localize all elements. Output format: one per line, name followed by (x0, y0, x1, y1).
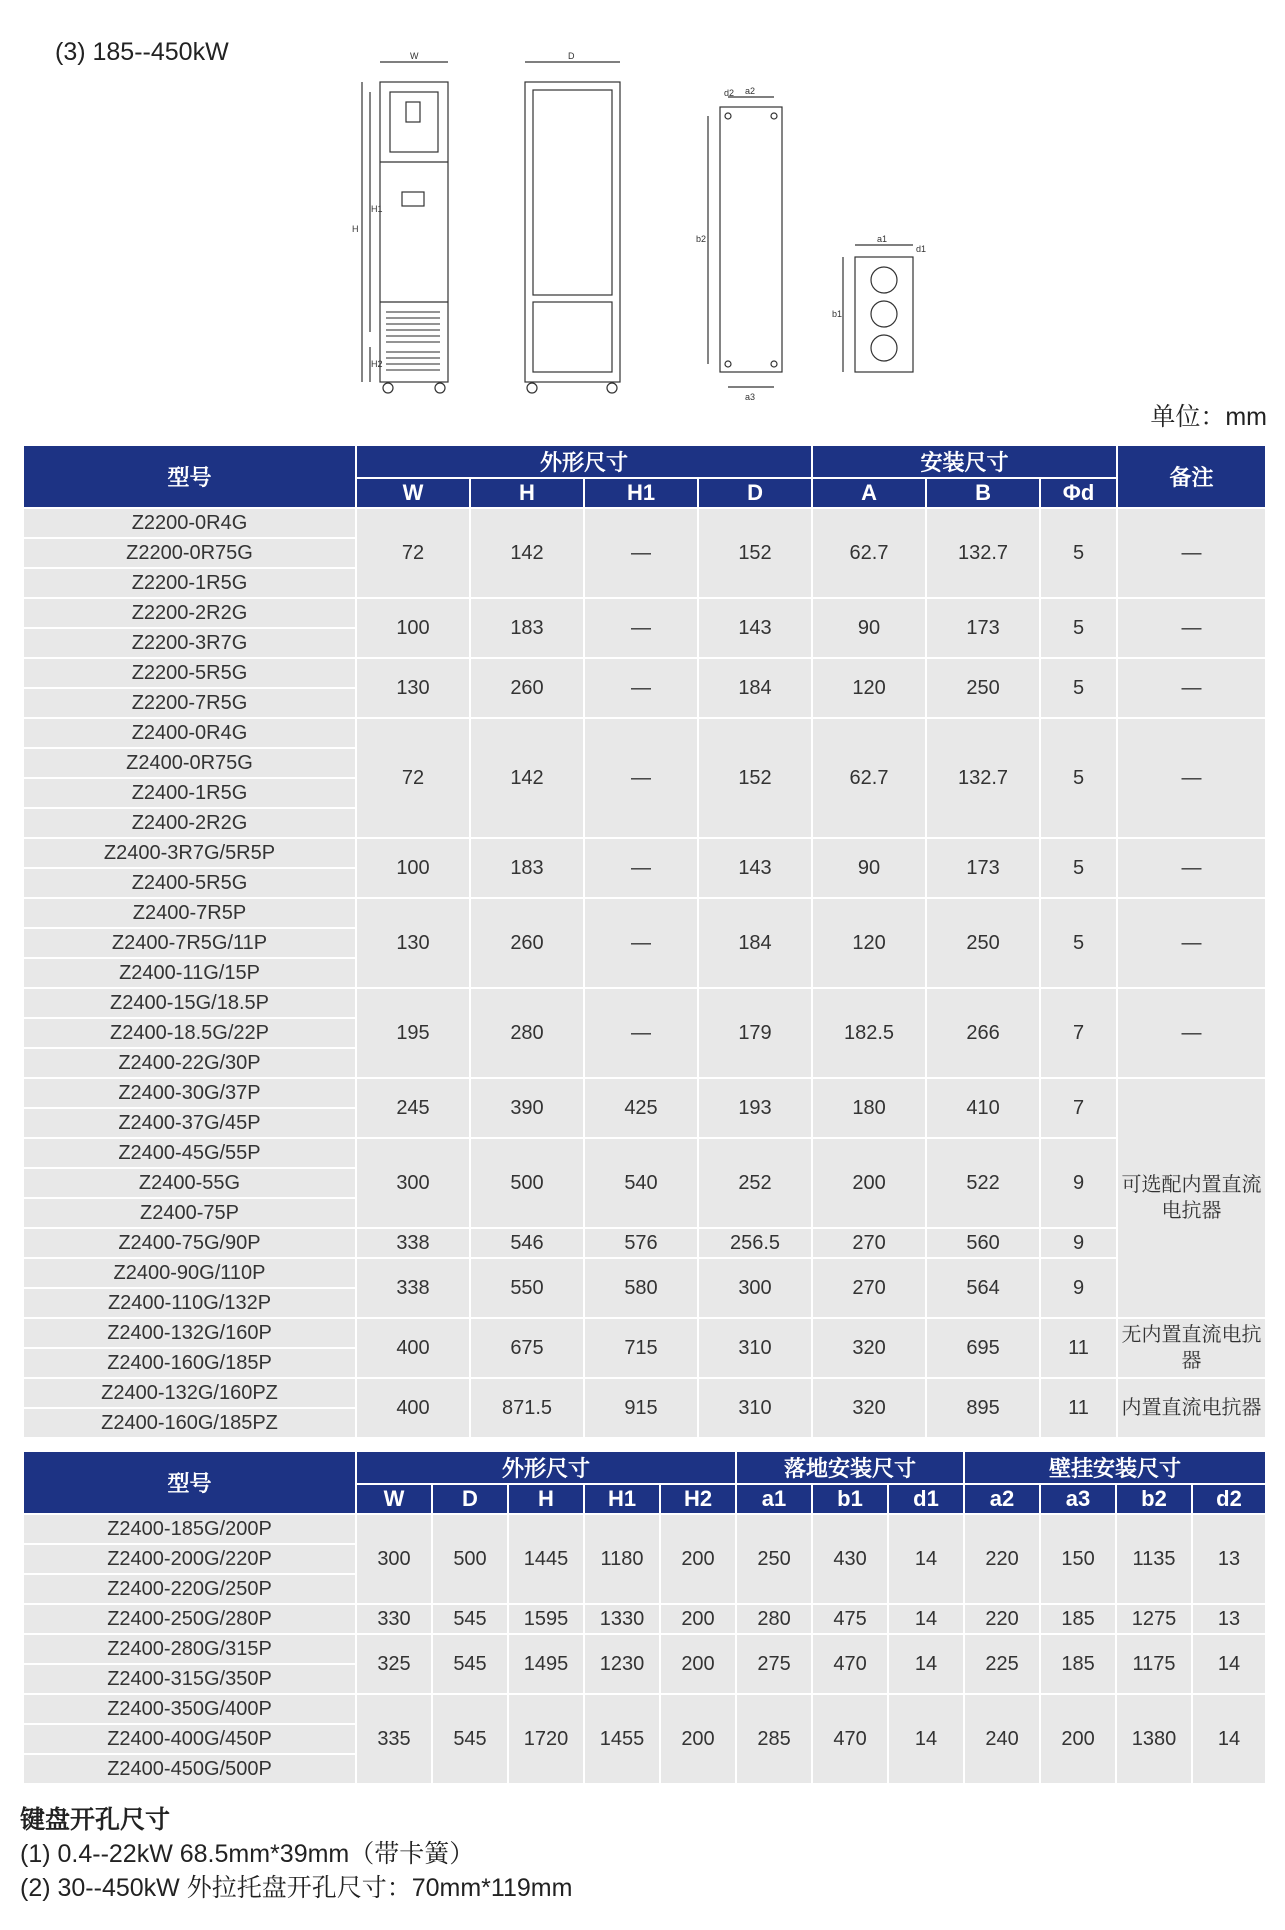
value-cell: 13 (1192, 1604, 1266, 1634)
model-cell: Z2400-185G/200P (23, 1514, 356, 1544)
model-cell: Z2200-7R5G (23, 688, 356, 718)
value-cell: 430 (812, 1514, 888, 1604)
column-header: A (812, 478, 926, 508)
value-cell: — (584, 988, 698, 1078)
value-cell: 280 (736, 1604, 812, 1634)
table-row (23, 1604, 1266, 1634)
table-row (23, 598, 1266, 628)
model-cell: Z2400-22G/30P (23, 1048, 356, 1078)
value-cell: 1380 (1116, 1694, 1192, 1784)
value-cell: 5 (1040, 658, 1117, 718)
table-row (23, 988, 1266, 1018)
table-row (23, 1078, 1266, 1108)
model-cell: Z2400-450G/500P (23, 1754, 356, 1784)
column-header: H (508, 1484, 584, 1514)
remark-cell: 内置直流电抗器 (1117, 1378, 1266, 1438)
value-cell: 9 (1040, 1258, 1117, 1318)
model-cell: Z2400-280G/315P (23, 1634, 356, 1664)
remark-cell: — (1117, 718, 1266, 838)
value-cell: 1230 (584, 1634, 660, 1694)
value-cell: 132.7 (926, 508, 1040, 598)
column-header: H2 (660, 1484, 736, 1514)
remark-cell: — (1117, 658, 1266, 718)
value-cell: 200 (660, 1604, 736, 1634)
header-model: 型号 (23, 1451, 356, 1514)
value-cell: 193 (698, 1078, 812, 1138)
dimension-drawings (340, 52, 1000, 427)
value-cell: 14 (1192, 1694, 1266, 1784)
label-d: D (568, 52, 575, 61)
value-cell: 1445 (508, 1514, 584, 1604)
value-cell: 5 (1040, 838, 1117, 898)
model-cell: Z2400-5R5G (23, 868, 356, 898)
column-header: b1 (812, 1484, 888, 1514)
value-cell: 1495 (508, 1634, 584, 1694)
value-cell: 695 (926, 1318, 1040, 1378)
value-cell: 915 (584, 1378, 698, 1438)
model-cell: Z2200-3R7G (23, 628, 356, 658)
value-cell: 1330 (584, 1604, 660, 1634)
model-cell: Z2400-11G/15P (23, 958, 356, 988)
value-cell: 72 (356, 718, 470, 838)
table-row (23, 1378, 1266, 1408)
value-cell: 14 (888, 1514, 964, 1604)
value-cell: 184 (698, 658, 812, 718)
value-cell: 425 (584, 1078, 698, 1138)
remark-cell: — (1117, 838, 1266, 898)
value-cell: 475 (812, 1604, 888, 1634)
value-cell: 182.5 (812, 988, 926, 1078)
value-cell: — (584, 898, 698, 988)
value-cell: 14 (888, 1604, 964, 1634)
column-header: a3 (1040, 1484, 1116, 1514)
top-view-drawing (843, 245, 913, 372)
value-cell: 7 (1040, 1078, 1117, 1138)
value-cell: 285 (736, 1694, 812, 1784)
value-cell: 1455 (584, 1694, 660, 1784)
value-cell: 152 (698, 508, 812, 598)
value-cell: 895 (926, 1378, 1040, 1438)
model-cell: Z2400-30G/37P (23, 1078, 356, 1108)
column-header: W (356, 478, 470, 508)
value-cell: 250 (926, 658, 1040, 718)
value-cell: 400 (356, 1318, 470, 1378)
value-cell: 338 (356, 1258, 470, 1318)
value-cell: — (584, 508, 698, 598)
model-cell: Z2400-7R5G/11P (23, 928, 356, 958)
model-cell: Z2400-37G/45P (23, 1108, 356, 1138)
value-cell: 5 (1040, 508, 1117, 598)
notes-title: 键盘开孔尺寸 (20, 1806, 171, 1834)
model-cell: Z2400-18.5G/22P (23, 1018, 356, 1048)
value-cell: 545 (432, 1694, 508, 1784)
value-cell: 470 (812, 1634, 888, 1694)
mounting-view-drawing (708, 97, 782, 387)
value-cell: 90 (812, 598, 926, 658)
header-model: 型号 (23, 445, 356, 508)
model-cell: Z2400-7R5P (23, 898, 356, 928)
value-cell: — (584, 838, 698, 898)
value-cell: 225 (964, 1634, 1040, 1694)
label-a2: a2 (745, 86, 756, 96)
value-cell: 14 (1192, 1634, 1266, 1694)
value-cell: 142 (470, 718, 584, 838)
value-cell: 183 (470, 838, 584, 898)
model-cell: Z2400-75P (23, 1198, 356, 1228)
value-cell: 250 (926, 898, 1040, 988)
table-row (23, 718, 1266, 748)
header-wall-install: 壁挂安装尺寸 (964, 1451, 1266, 1484)
header-floor-install: 落地安装尺寸 (736, 1451, 964, 1484)
remark-cell: — (1117, 988, 1266, 1078)
value-cell: 240 (964, 1694, 1040, 1784)
model-cell: Z2200-1R5G (23, 568, 356, 598)
label-h1: H1 (371, 204, 383, 214)
table-row (23, 658, 1266, 688)
notes-line-2: (2) 30--450kW 外拉托盘开孔尺寸：70mm*119mm (20, 1874, 573, 1902)
value-cell: 9 (1040, 1138, 1117, 1228)
value-cell: 5 (1040, 898, 1117, 988)
value-cell: 100 (356, 598, 470, 658)
label-h: H (352, 224, 359, 234)
value-cell: 550 (470, 1258, 584, 1318)
remark-cell: 无内置直流电抗器 (1117, 1318, 1266, 1378)
value-cell: 132.7 (926, 718, 1040, 838)
model-cell: Z2400-132G/160PZ (23, 1378, 356, 1408)
model-cell: Z2200-2R2G (23, 598, 356, 628)
model-cell: Z2400-55G (23, 1168, 356, 1198)
model-cell: Z2400-0R4G (23, 718, 356, 748)
value-cell: 62.7 (812, 718, 926, 838)
value-cell: 143 (698, 838, 812, 898)
model-cell: Z2400-132G/160P (23, 1318, 356, 1348)
remark-cell: — (1117, 508, 1266, 598)
value-cell: 14 (888, 1694, 964, 1784)
value-cell: 72 (356, 508, 470, 598)
value-cell: 1275 (1116, 1604, 1192, 1634)
column-header: d2 (1192, 1484, 1266, 1514)
column-header: d1 (888, 1484, 964, 1514)
value-cell: 1595 (508, 1604, 584, 1634)
value-cell: 1180 (584, 1514, 660, 1604)
dimension-table-small (22, 444, 1267, 1439)
value-cell: 185 (1040, 1634, 1116, 1694)
value-cell: 130 (356, 658, 470, 718)
column-header: W (356, 1484, 432, 1514)
value-cell: 675 (470, 1318, 584, 1378)
column-header: H1 (584, 478, 698, 508)
value-cell: 252 (698, 1138, 812, 1228)
value-cell: 179 (698, 988, 812, 1078)
table-row (23, 838, 1266, 868)
column-header: a2 (964, 1484, 1040, 1514)
value-cell: 5 (1040, 718, 1117, 838)
value-cell: 270 (812, 1228, 926, 1258)
value-cell: 576 (584, 1228, 698, 1258)
label-a1: a1 (877, 234, 888, 244)
label-d1: d1 (916, 244, 927, 254)
value-cell: 335 (356, 1694, 432, 1784)
value-cell: 580 (584, 1258, 698, 1318)
column-header: a1 (736, 1484, 812, 1514)
model-cell: Z2400-0R75G (23, 748, 356, 778)
value-cell: 200 (660, 1634, 736, 1694)
value-cell: 120 (812, 658, 926, 718)
table-row (23, 1634, 1266, 1664)
value-cell: 220 (964, 1514, 1040, 1604)
value-cell: 13 (1192, 1514, 1266, 1604)
value-cell: 410 (926, 1078, 1040, 1138)
value-cell: 200 (1040, 1694, 1116, 1784)
remark-cell: — (1117, 598, 1266, 658)
value-cell: 185 (1040, 1604, 1116, 1634)
value-cell: 100 (356, 838, 470, 898)
table-row (23, 1258, 1266, 1288)
column-header: H (470, 478, 584, 508)
value-cell: 715 (584, 1318, 698, 1378)
value-cell: 280 (470, 988, 584, 1078)
label-d2: d2 (724, 88, 735, 98)
column-header: B (926, 478, 1040, 508)
value-cell: 320 (812, 1378, 926, 1438)
value-cell: 522 (926, 1138, 1040, 1228)
column-header: D (432, 1484, 508, 1514)
column-header: D (698, 478, 812, 508)
side-view-drawing (525, 62, 620, 393)
label-a3: a3 (745, 392, 756, 402)
value-cell: 300 (356, 1138, 470, 1228)
model-cell: Z2400-15G/18.5P (23, 988, 356, 1018)
header-remark: 备注 (1117, 445, 1266, 508)
model-cell: Z2400-75G/90P (23, 1228, 356, 1258)
value-cell: 470 (812, 1694, 888, 1784)
front-view-drawing (362, 62, 448, 393)
value-cell: 330 (356, 1604, 432, 1634)
label-w: W (410, 52, 419, 61)
label-b1: b1 (832, 309, 843, 319)
unit-label: 单位：mm (1150, 403, 1267, 431)
header-outer-dimensions: 外形尺寸 (356, 1451, 736, 1484)
value-cell: 250 (736, 1514, 812, 1604)
model-cell: Z2400-200G/220P (23, 1544, 356, 1574)
value-cell: — (584, 658, 698, 718)
value-cell: 260 (470, 658, 584, 718)
value-cell: 400 (356, 1378, 470, 1438)
value-cell: 390 (470, 1078, 584, 1138)
label-b2: b2 (696, 234, 707, 244)
value-cell: — (584, 598, 698, 658)
model-cell: Z2400-3R7G/5R5P (23, 838, 356, 868)
value-cell: 11 (1040, 1378, 1117, 1438)
value-cell: 560 (926, 1228, 1040, 1258)
model-cell: Z2200-0R75G (23, 538, 356, 568)
model-cell: Z2400-315G/350P (23, 1664, 356, 1694)
value-cell: 310 (698, 1378, 812, 1438)
value-cell: 9 (1040, 1228, 1117, 1258)
model-cell: Z2400-2R2G (23, 808, 356, 838)
column-header: Φd (1040, 478, 1117, 508)
value-cell: 245 (356, 1078, 470, 1138)
value-cell: 200 (660, 1514, 736, 1604)
model-cell: Z2400-350G/400P (23, 1694, 356, 1724)
value-cell: 180 (812, 1078, 926, 1138)
value-cell: 300 (356, 1514, 432, 1604)
value-cell: 90 (812, 838, 926, 898)
value-cell: 260 (470, 898, 584, 988)
value-cell: 338 (356, 1228, 470, 1258)
remark-cell: 可选配内置直流电抗器 (1117, 1078, 1266, 1318)
value-cell: 220 (964, 1604, 1040, 1634)
model-cell: Z2400-220G/250P (23, 1574, 356, 1604)
value-cell: 120 (812, 898, 926, 988)
value-cell: 500 (432, 1514, 508, 1604)
value-cell: 195 (356, 988, 470, 1078)
value-cell: 142 (470, 508, 584, 598)
notes-line-1: (1) 0.4--22kW 68.5mm*39mm（带卡簧） (20, 1840, 475, 1868)
value-cell: 500 (470, 1138, 584, 1228)
remark-cell: — (1117, 898, 1266, 988)
value-cell: 1175 (1116, 1634, 1192, 1694)
value-cell: 11 (1040, 1318, 1117, 1378)
model-cell: Z2400-160G/185P (23, 1348, 356, 1378)
value-cell: 173 (926, 838, 1040, 898)
value-cell: 545 (432, 1634, 508, 1694)
table-row (23, 1514, 1266, 1544)
dimension-table-large (22, 1450, 1267, 1785)
table-row (23, 1694, 1266, 1724)
value-cell: 62.7 (812, 508, 926, 598)
value-cell: 545 (432, 1604, 508, 1634)
table-row (23, 508, 1266, 538)
model-cell: Z2200-0R4G (23, 508, 356, 538)
value-cell: 540 (584, 1138, 698, 1228)
label-h2: H2 (371, 359, 383, 369)
model-cell: Z2400-160G/185PZ (23, 1408, 356, 1438)
table-row (23, 1138, 1266, 1168)
value-cell: 152 (698, 718, 812, 838)
value-cell: 320 (812, 1318, 926, 1378)
value-cell: 1135 (1116, 1514, 1192, 1604)
model-cell: Z2400-1R5G (23, 778, 356, 808)
column-header: H1 (584, 1484, 660, 1514)
value-cell: 546 (470, 1228, 584, 1258)
value-cell: 130 (356, 898, 470, 988)
value-cell: 183 (470, 598, 584, 658)
table-row (23, 1228, 1266, 1258)
value-cell: 564 (926, 1258, 1040, 1318)
value-cell: 266 (926, 988, 1040, 1078)
header-outer-dimensions: 外形尺寸 (356, 445, 812, 478)
table-row (23, 898, 1266, 928)
value-cell: 184 (698, 898, 812, 988)
model-cell: Z2200-5R5G (23, 658, 356, 688)
model-cell: Z2400-250G/280P (23, 1604, 356, 1634)
value-cell: 7 (1040, 988, 1117, 1078)
value-cell: 143 (698, 598, 812, 658)
value-cell: 5 (1040, 598, 1117, 658)
value-cell: 14 (888, 1634, 964, 1694)
value-cell: 871.5 (470, 1378, 584, 1438)
value-cell: 275 (736, 1634, 812, 1694)
value-cell: 310 (698, 1318, 812, 1378)
value-cell: 150 (1040, 1514, 1116, 1604)
value-cell: 256.5 (698, 1228, 812, 1258)
value-cell: 200 (660, 1694, 736, 1784)
section-title: (3) 185--450kW (55, 38, 229, 66)
model-cell: Z2400-400G/450P (23, 1724, 356, 1754)
value-cell: 173 (926, 598, 1040, 658)
value-cell: 1720 (508, 1694, 584, 1784)
model-cell: Z2400-110G/132P (23, 1288, 356, 1318)
value-cell: 325 (356, 1634, 432, 1694)
value-cell: 270 (812, 1258, 926, 1318)
value-cell: 300 (698, 1258, 812, 1318)
table-row (23, 1318, 1266, 1348)
header-install-dimensions: 安装尺寸 (812, 445, 1117, 478)
model-cell: Z2400-45G/55P (23, 1138, 356, 1168)
value-cell: 200 (812, 1138, 926, 1228)
column-header: b2 (1116, 1484, 1192, 1514)
model-cell: Z2400-90G/110P (23, 1258, 356, 1288)
value-cell: — (584, 718, 698, 838)
